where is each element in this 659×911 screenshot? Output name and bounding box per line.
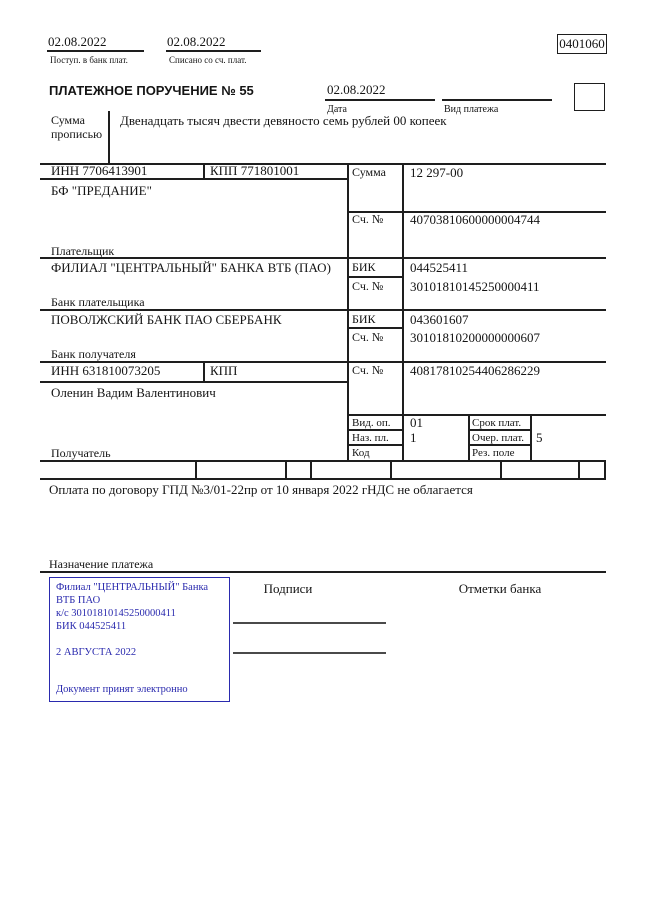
signature-line: [233, 622, 386, 624]
strip-divider: [390, 462, 392, 478]
table-rule: [40, 381, 347, 383]
strip-divider: [604, 462, 606, 478]
stamp-footer: Документ принят электронно: [56, 684, 188, 695]
table-rule: [468, 429, 530, 431]
payee-bank-name: ПОВОЛЖСКИЙ БАНК ПАО СБЕРБАНК: [51, 312, 282, 327]
payee-kpp: КПП: [210, 363, 238, 378]
payee-bank-account-label: Сч. №: [352, 330, 384, 344]
payee-bank-bik-label: БИК: [352, 312, 376, 326]
op-type-value: 01: [410, 415, 423, 430]
priority-label: Очер. плат.: [472, 432, 525, 444]
code-label: Код: [352, 447, 370, 459]
payee-inn: ИНН 631810073205: [51, 363, 161, 378]
purpose-text: Оплата по договору ГПД №3/01-22пр от 10 января 2022 гНДС не облагается: [49, 482, 473, 497]
document-title: ПЛАТЕЖНОЕ ПОРУЧЕНИЕ № 55: [49, 83, 254, 98]
payee-bank-account: 30101810200000000607: [410, 330, 540, 345]
table-rule: [348, 444, 402, 446]
table-rule: [40, 178, 347, 180]
payer-account-label: Сч. №: [352, 212, 384, 226]
rule: [442, 99, 552, 101]
bank-marks-label: Отметки банка: [458, 581, 542, 596]
rule: [325, 99, 435, 101]
rule: [47, 50, 144, 52]
debited-caption: Списано со сч. плат.: [169, 55, 247, 65]
payer-kpp: КПП 771801001: [210, 163, 300, 178]
stamp-date: 2 АВГУСТА 2022: [56, 647, 137, 658]
rule: [166, 50, 261, 52]
doc-date: 02.08.2022: [327, 82, 386, 97]
priority-value: 5: [536, 430, 543, 445]
table-rule: [40, 309, 606, 311]
sum-label: Сумма: [352, 165, 386, 179]
status-box: [574, 83, 605, 111]
payer-bank-bik: 044525411: [410, 260, 469, 275]
amount-words-label-1: Сумма: [51, 113, 85, 127]
amount-words-label-2: прописью: [51, 127, 103, 141]
bank-stamp: [49, 577, 230, 702]
form-code: 0401060: [559, 36, 605, 51]
table-rule: [347, 163, 349, 462]
stamp-line-2: ВТБ ПАО: [56, 595, 101, 606]
purpose-caption: Назначение платежа: [49, 557, 154, 571]
stamp-line-1: Филиал "ЦЕНТРАЛЬНЫЙ" Банка: [56, 582, 209, 593]
payer-bank-account: 30101810145250000411: [410, 279, 540, 294]
due-label: Срок плат.: [472, 417, 522, 429]
table-rule: [468, 444, 530, 446]
date-caption: Дата: [327, 104, 347, 115]
strip-divider: [500, 462, 502, 478]
payer-bank-caption: Банк плательщика: [51, 295, 145, 309]
table-rule: [530, 414, 532, 460]
payee-account-label: Сч. №: [352, 363, 384, 377]
payee-bank-caption: Банк получателя: [51, 347, 136, 361]
payee-name: Оленин Вадим Валентинович: [51, 385, 216, 400]
table-rule: [40, 571, 606, 573]
purpose-code-value: 1: [410, 430, 417, 445]
table-rule: [40, 257, 606, 259]
table-rule: [40, 460, 606, 462]
received-caption: Поступ. в банк плат.: [50, 55, 128, 65]
table-rule: [348, 327, 402, 329]
payer-inn: ИНН 7706413901: [51, 163, 148, 178]
payee-bank-bik: 043601607: [410, 312, 469, 327]
table-rule: [348, 276, 402, 278]
reserve-label: Рез. поле: [472, 447, 515, 459]
strip-divider: [578, 462, 580, 478]
table-rule: [348, 414, 606, 416]
strip-divider: [310, 462, 312, 478]
signatures-label: Подписи: [263, 581, 313, 596]
op-type-label: Вид. оп.: [352, 417, 391, 429]
table-rule: [468, 414, 470, 460]
received-date: 02.08.2022: [48, 34, 107, 49]
table-rule: [203, 164, 205, 179]
payer-bank-account-label: Сч. №: [352, 279, 384, 293]
stamp-line-3: к/с 30101810145250000411: [56, 608, 176, 619]
payer-bank-name: ФИЛИАЛ "ЦЕНТРАЛЬНЫЙ" БАНКА ВТБ (ПАО): [51, 260, 331, 275]
debited-date: 02.08.2022: [167, 34, 226, 49]
table-rule: [348, 429, 402, 431]
payer-bank-bik-label: БИК: [352, 260, 376, 274]
table-rule: [40, 478, 606, 480]
payer-caption: Плательщик: [51, 244, 115, 258]
amount-words-value: Двенадцать тысяч двести девяносто семь рублей 00 копеек: [120, 113, 447, 128]
table-rule: [203, 362, 205, 381]
payer-name: БФ "ПРЕДАНИЕ": [51, 183, 152, 198]
signature-line: [233, 652, 386, 654]
payee-account: 40817810254406286229: [410, 363, 540, 378]
strip-divider: [195, 462, 197, 478]
sum-value: 12 297-00: [410, 165, 464, 180]
stamp-line-4: БИК 044525411: [56, 621, 127, 632]
form-code-box: [557, 34, 607, 54]
strip-divider: [285, 462, 287, 478]
payer-account: 40703810600000004744: [410, 212, 540, 227]
divider: [108, 111, 110, 164]
purpose-code-label: Наз. пл.: [352, 432, 389, 444]
payment-type-caption: Вид платежа: [444, 104, 499, 115]
payee-caption: Получатель: [51, 446, 111, 460]
